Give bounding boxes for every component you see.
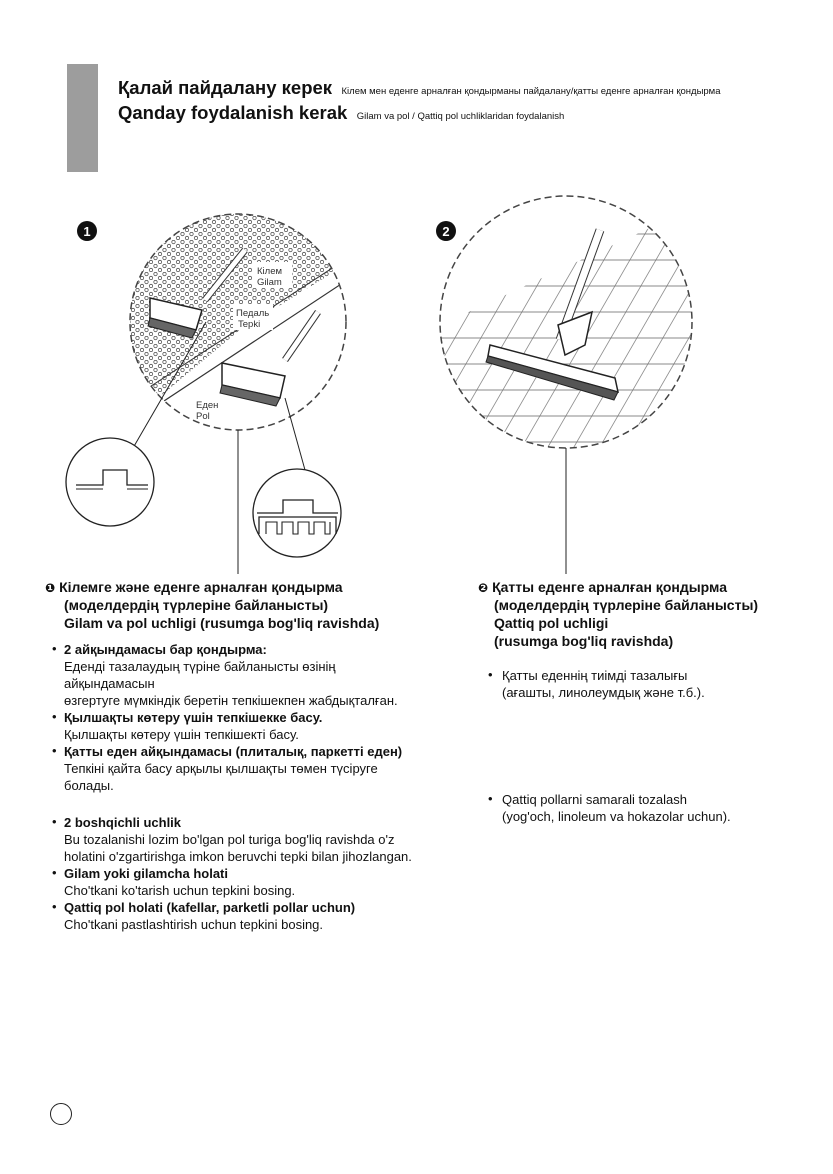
bullet-icon: • — [52, 899, 57, 914]
section-1-heading-uz: Gilam va pol uchligi (rusumga bog'liq ravishda) — [64, 615, 380, 631]
kk-item-3-line-2: болады. — [64, 778, 114, 793]
label-pedal-uz: Tepki — [238, 319, 261, 330]
bullet-icon: • — [52, 814, 57, 829]
page-title-kk: Қалай пайдалану керек — [118, 77, 333, 98]
detail-raised-profile — [66, 438, 154, 526]
section-2-heading: ❷ Қатты еденге арналған қондырма — [478, 579, 727, 595]
section-1-heading-line2: (моделдердің түрлеріне байланысты) — [64, 597, 329, 613]
kk-item-2-line-1: Қылшақты көтеру үшін тепкішекті басу. — [64, 727, 299, 742]
uz-item-2-line-1: Cho'tkani ko'tarish uchun tepkini bosing. — [64, 883, 296, 898]
kk-item-1-line-1: Еденді тазалаудың түріне байланысты өзінің — [64, 659, 336, 674]
uz-item-2-title: Gilam yoki gilamcha holati — [64, 866, 228, 881]
svg-text:2: 2 — [442, 224, 450, 239]
figure-2-scene — [430, 190, 710, 460]
page-subtitle-kk: Кілем мен еденге арналған қондырманы пайдалану/қатты еденге арналған қондырма — [341, 86, 721, 97]
figure-2-number-badge — [436, 221, 456, 241]
uz-item-1-line-1: Bu tozalanishi lozim bo'lgan pol turiga bog'liq ravishda o'z — [64, 832, 395, 847]
uz-item-1-title: 2 boshqichli uchlik — [64, 815, 182, 830]
section-2-kk-line-2: (ағашты, линолеумдық және т.б.). — [502, 685, 705, 700]
section-1-heading: ❶ Кілемге және еденге арналған қондырма — [45, 579, 343, 595]
section-2-heading-uz-1: Qattiq pol uchligi — [494, 615, 609, 631]
section-2-heading-uz-2: (rusumga bog'liq ravishda) — [494, 633, 674, 649]
kk-item-1-title: 2 айқындамасы бар қондырма: — [64, 642, 267, 657]
section-2-bullet-icon: ❷ — [478, 581, 489, 595]
uz-item-3-title: Qattiq pol holati (kafellar, parketli pollar uchun) — [64, 900, 356, 915]
bullet-icon: • — [52, 641, 57, 656]
bullet-icon: • — [52, 743, 57, 758]
section-2-heading-line2: (моделдердің түрлеріне байланысты) — [494, 597, 759, 613]
kk-item-3-line-1: Тепкіні қайта басу арқылы қылшақты төмен түсіруге — [64, 761, 378, 776]
svg-text:1: 1 — [83, 224, 91, 239]
page-number-circle — [50, 1103, 72, 1125]
label-carpet-kk: Кілем — [257, 266, 283, 277]
uz-item-1-line-2: holatini o'zgartirishga imkon beruvchi tepki bilan jihozlangan. — [64, 849, 412, 864]
figure-1-number-badge — [77, 221, 97, 241]
section-2-kk-line-1: Қатты еденнің тиімді тазалығы — [502, 668, 688, 683]
page-title-uz: Qanday foydalanish kerak — [118, 102, 348, 123]
section-1-bullet-icon: ❶ — [45, 581, 56, 595]
kk-item-2-title: Қылшақты көтеру үшін тепкішекке басу. — [64, 710, 323, 725]
label-floor-uz: Pol — [196, 411, 210, 422]
label-carpet-uz: Gilam — [257, 277, 282, 288]
section-2-uz-line-2: (yog'och, linoleum va hokazolar uchun). — [502, 809, 731, 824]
label-floor-kk: Еден — [196, 400, 219, 411]
label-pedal-kk: Педаль — [236, 308, 270, 319]
section-2-uz-line-1: Qattiq pollarni samarali tozalash — [502, 792, 687, 807]
kk-item-1-line-2: айқындамасын — [64, 676, 155, 691]
bullet-icon: • — [488, 667, 493, 682]
kk-item-3-title: Қатты еден айқындамасы (плиталық, паркетті еден) — [64, 744, 403, 759]
uz-item-3-line-1: Cho'tkani pastlashtirish uchun tepkini bosing. — [64, 917, 324, 932]
page-subtitle-uz: Gilam va pol / Qattiq pol uchliklaridan foydalanish — [356, 111, 565, 122]
kk-item-1-line-3: өзгертуге мүмкіндік беретін тепкішекпен жабдықталған. — [64, 693, 398, 708]
bullet-icon: • — [52, 709, 57, 724]
bullet-icon: • — [52, 865, 57, 880]
bullet-icon: • — [488, 791, 493, 806]
